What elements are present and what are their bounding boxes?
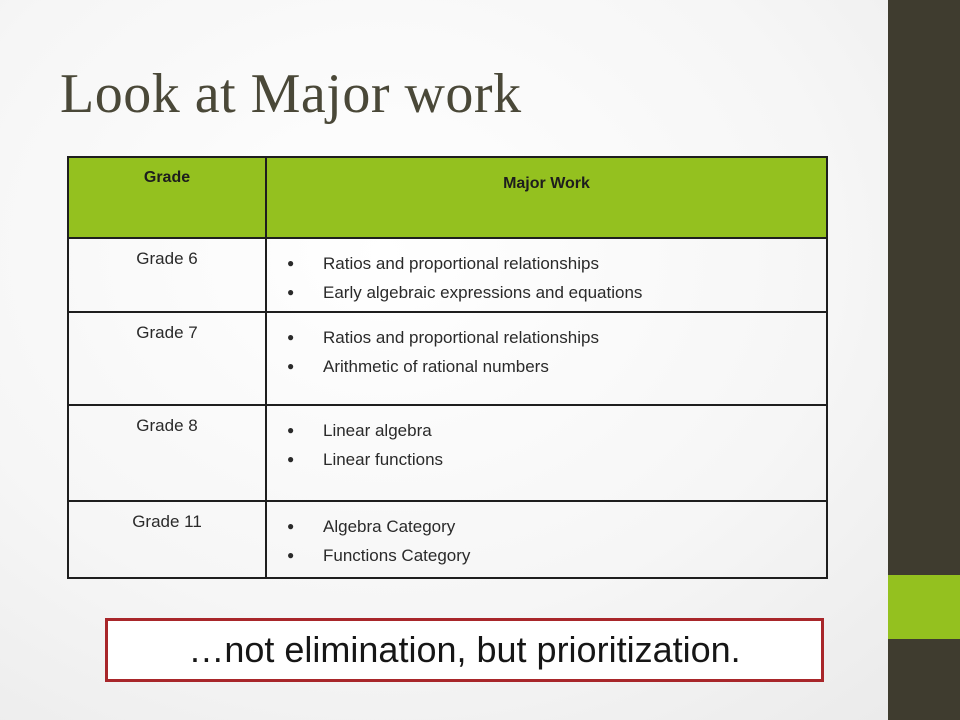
major-work-cell: [266, 405, 827, 501]
major-work-table: [67, 156, 828, 579]
table-header-row: [68, 157, 827, 238]
grade-cell: Grade 11: [68, 501, 266, 578]
table-row: [68, 405, 827, 501]
grade-cell: Grade 6: [68, 238, 266, 312]
table-row: [68, 238, 827, 312]
list-item: ● Ratios and proportional relationships: [285, 249, 826, 278]
table-row: [68, 501, 827, 578]
major-work-list: [285, 416, 826, 474]
major-work-list: [285, 249, 826, 307]
list-item: ● Functions Category: [285, 541, 826, 570]
major-work-cell: [266, 238, 827, 312]
table-row: [68, 312, 827, 405]
grade-cell: Grade 8: [68, 405, 266, 501]
major-work-list: [285, 512, 826, 570]
major-work-list: [285, 323, 826, 381]
header-grade: Grade: [68, 157, 266, 238]
list-item: ● Early algebraic expressions and equations: [285, 278, 826, 307]
list-item: ● Algebra Category: [285, 512, 826, 541]
list-item: ● Arithmetic of rational numbers: [285, 352, 826, 381]
prioritization-callout: …not elimination, but prioritization.: [105, 618, 824, 682]
list-item: ● Linear functions: [285, 445, 826, 474]
grade-cell: Grade 7: [68, 312, 266, 405]
list-item: ● Ratios and proportional relationships: [285, 323, 826, 352]
list-item: ● Linear algebra: [285, 416, 826, 445]
major-work-cell: [266, 312, 827, 405]
major-work-cell: [266, 501, 827, 578]
header-major-work: Major Work: [266, 157, 827, 238]
sidebar-accent-block: [888, 575, 960, 639]
slide-title: Look at Major work: [60, 63, 522, 125]
